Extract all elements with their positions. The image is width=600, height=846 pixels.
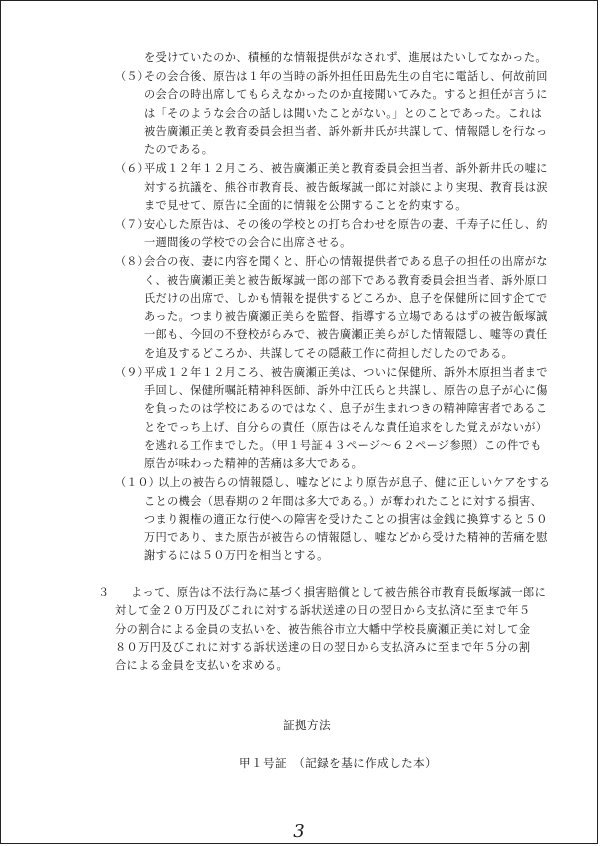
item-number: （６） [115, 162, 149, 176]
item-line: の会合の時出席してもらえなかったのか直接聞いてみた。すると担任が言うに [144, 88, 548, 102]
item-number: （７） [115, 217, 149, 231]
item-line: とをでっち上げ、自分らの責任（原告はそんな責任追求をした覚えがないが） [144, 420, 548, 434]
item-line: 万円であり、また原告が被告らの情報隠し、嘘などから受けた精神的苦痛を慰 [144, 531, 548, 545]
item-line: 原告が味わった精神的苦痛は多大である。 [144, 457, 364, 471]
evidence-item: 甲１号証 （記録を基に作成した本） [239, 756, 438, 770]
item-line: 会合の夜、妻に内容を聞くと、肝心の情報提供者である息子の担任の出席がな [144, 255, 548, 269]
evidence-heading: 証拠方法 [283, 718, 331, 732]
item-line: く、被告廣瀬正美と被告飯塚誠一郎の部下である教育委員会担当者、訴外原口 [144, 273, 548, 287]
item-line: 安心した原告は、その後の学校との打ち合わせを原告の妻、千寿子に任し、約 [144, 217, 548, 231]
section-number: ３ [98, 586, 110, 600]
section-line: 分の割合による金員の支払いを、被告熊谷市立大幡中学校長廣瀬正美に対して金 [115, 622, 531, 636]
item-line: 平成１２年１２月ころ、被告廣瀬正美と教育委員会担当者、訴外新井氏の嘘に [144, 162, 548, 176]
item-line: 被告廣瀬正美と教育委員会担当者、訴外新井氏が共謀して、情報隠しを行なっ [144, 124, 548, 138]
item-line: 一郎も、今回の不登校がらみで、被告廣瀬正美らがした情報隠し、嘘等の責任 [144, 328, 548, 342]
item-line: つまり親権の適正な行使への障害を受けたことの損害は金銭に換算すると５０ [144, 512, 548, 526]
page-number: 3 [293, 821, 305, 842]
item-line: まで見せて、原告に全面的に情報を公開することを約束する。 [144, 198, 467, 212]
item-number: （１０） [115, 476, 160, 490]
item-line: 手回し、保健所嘱託精神科医師、訴外中江氏らと共謀し、原告の息子が心に傷 [144, 384, 548, 398]
item-line: は「そのような会合の話しは聞いたことがない。」とのことであった。これは [144, 106, 543, 120]
item-number: （５） [115, 70, 149, 84]
item-line: 氏だけの出席で、しかも情報を提供するどころか、息子を保健所に回す企てで [144, 291, 548, 305]
item-line: を逃れる工作までした。（甲１号証４３ページ～６２ページ参照）この件でも [144, 438, 542, 452]
section-line: よって、原告は不法行為に基づく損害賠償として被告熊谷市教育長飯塚誠一郎に [131, 586, 547, 600]
section-line: 合による金員を支払いを求める。 [115, 659, 289, 673]
item-line: 謝するには５０万円を相当とする。 [144, 549, 329, 563]
item-number: （８） [115, 255, 149, 269]
item-line: を追及するどころか、共謀してその隠蔽工作に荷担しだしたのである。 [144, 346, 514, 360]
item-line: 対する抗議を、熊谷市教育長、被告飯塚誠一郎に対談により実現、教育長は涙 [144, 180, 548, 194]
section-line: ８０万円及びこれに対する訴状送達の日の翌日から支払済みに至まで年５分の割 [115, 640, 531, 654]
item-line: ことの機会（思春期の２年間は多大である。）が奪われたことに対する損害、 [144, 494, 543, 508]
item-line: その会合後、原告は１年の当時の訴外担任田島先生の自宅に電話し、何故前回 [144, 70, 548, 84]
item-line: 以上の被告らの情報隠し、嘘などにより原告が息子、健に正しいケアをする [158, 476, 551, 490]
item-line: 平成１２年１２月ころ、被告廣瀬正美は、ついに保健所、訴外木原担当者まで [144, 365, 548, 379]
item-line: たのである。 [144, 143, 214, 157]
section-line: 対して金２０万円及びこれに対する訴状送達の日の翌日から支払済に至まで年５ [115, 604, 531, 618]
intro-line: を受けていたのか、積極的な情報提供がなされず、進展はたいしてなかった。 [144, 51, 547, 64]
item-line: を負ったのは学校にあるのではなく、息子が生まれつきの精神障害者であるこ [144, 402, 548, 416]
item-line: 一週間後の学校での会合に出席させる。 [144, 236, 352, 250]
item-line: あった。つまり被告廣瀬正美らを監督、指導する立場であるはずの被告飯塚誠 [144, 310, 548, 324]
item-number: （９） [115, 365, 149, 379]
